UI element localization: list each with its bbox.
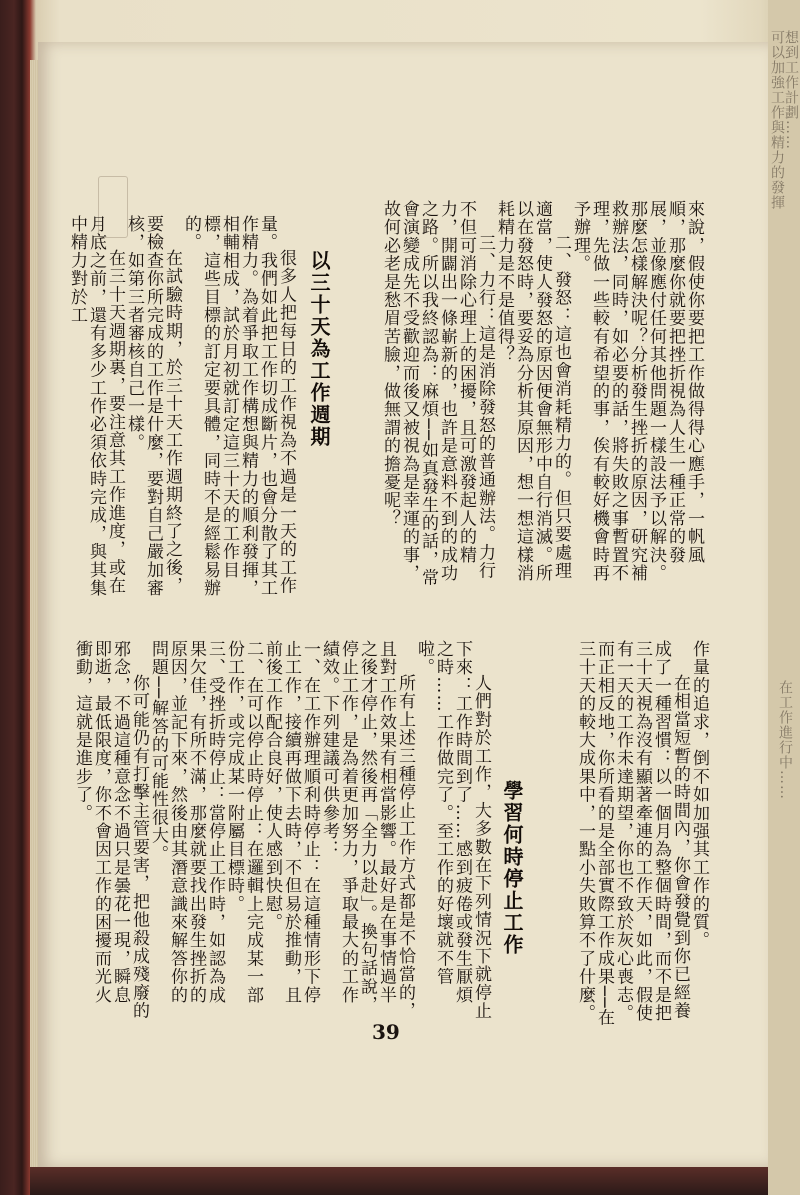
- paragraph: 二、在可以停止時停止：在邏輯上完成某一部份工作，或完成某一附屬目標時。: [224, 640, 263, 1004]
- paragraph: 很多人把每日的工作視為不過是一天的工作量。我們如此把工作切成斷片，也會分散了其工作精力。為着爭取工作構想與精力的順利發揮，相輔相成，試於月初就訂定這三十天的工作目標，這些目標的訂定要具體，同時不是經鬆易辦的。: [181, 215, 296, 598]
- paragraph: 作量的追求，倒不如加强其工作的質。: [689, 640, 709, 950]
- paragraph: 你可能仍有打擊主管要害，把他殺成殘廢的邪念，不過這種意念不過只是曇花一現，瞬息即逝，最低限度，你不會因工作的困擾而光火衝動，這就是進步了。: [72, 640, 149, 1020]
- paragraph: 三、力行：這是消除發怒的普通辦法。力行不但可消除心理上的困擾，且可激發起人的精力，開闢出一條嶄新的，也許是意料不到的成功之路。所以我終認為：麻煩──如真發生的話，常會演變成先不受歡迎而後又被視為是幸運的事，故何必老是愁眉苦臉，做無謂的擔憂呢？: [380, 200, 495, 587]
- lower-left-text-block: [72, 640, 491, 1020]
- book-bottom-edge: [30, 1167, 800, 1195]
- paragraph: 來說，假使你要把工作做得得心應手，一帆風順，那麼你就要把挫折視為人生一種正常的發展，並像應付任何其他問題一樣設法予以解決。那麼怎樣解決呢？分析發生挫折的原因，研究補救辦法，同時，如必要的話，將失敗之事暫置不理，先做一些較有希望的事，俟有較好機會時再予辦理。: [570, 200, 704, 583]
- paragraph: 一、在工作辦理順利時停止：在這種情形下停止工作，接續再做下去時，不但易於推動，且前後工作配合良好，使人感到快慰。: [262, 640, 320, 1004]
- paragraph: 所有上述三種停止工作方式都是不恰當的，且對工作效果有相當影響。最好是在事情過半之後才停止，然後再「全力以赴」。換句話說，停止工作，是為着更加努力，爭取最大的工作績效。下列建議可供參考：: [319, 640, 415, 1020]
- paragraph: 二、發怒：這也會消耗精力的。但只要處理適當，使人發怒的原因便會無形中自行消滅。所以在發怒時，要妥為分析其原因，想一想這樣消耗精力是不是值得？: [494, 200, 571, 583]
- upper-left-text-block: [67, 215, 296, 600]
- paragraph: 在相當短暫的時間內，你會發覺到你已經養成了一種習慣：以一個月為整個時間，而不是把三十天視為沒有顯著牽連的工作天，如此，假使有一天的工作未達期望，你也不致於灰心喪志。而正相反地，你所看的是全部實際工作成果──在三十天的較大成果中，一點小失敗算不了什麼。: [575, 640, 690, 1027]
- bleed-column: 想到工作計劃……: [783, 30, 799, 150]
- bleed-column: 在工作進行中……: [777, 680, 793, 800]
- section-heading-thirty-days: 以三十天為工作週期: [307, 250, 331, 448]
- section-heading-when-to-stop: 學習何時停止工作: [500, 780, 524, 956]
- bleed-column: 可以加強工作與精力的發揮: [769, 30, 785, 210]
- page-stack-edge: [30, 60, 38, 1170]
- paragraph: 人們對於工作，大多數在下列情況下就停止下來：工作時間到了……感到疲倦或發生厭煩之時……工作做完了。至工作的好壞就不管啦。: [414, 640, 491, 1020]
- lower-right-text-block: [528, 640, 708, 1035]
- paragraph: 在試驗時期，於三十天工作週期終了之後，要檢查你所完成的工作是什麼，要對自己嚴加審核，如第三者審核自己一樣。: [124, 215, 182, 598]
- facing-page-bleed-lower: [768, 680, 800, 1195]
- upper-right-text-block: [335, 200, 703, 595]
- paragraph: 在三十天週期裏，要注意其工作進度，或在月底之前，還有多少工作必須依時完成，與其集中精力對於工: [67, 215, 125, 598]
- paragraph: 三、受挫折時停止：當停止工作時，如認為成果欠佳，有所不滿，那麼就要找出發生挫折的原因，並記下來，然後由其潛意識來解答你的問題──解答的可能性很大。: [148, 640, 225, 1004]
- page-number: 39: [372, 1020, 400, 1044]
